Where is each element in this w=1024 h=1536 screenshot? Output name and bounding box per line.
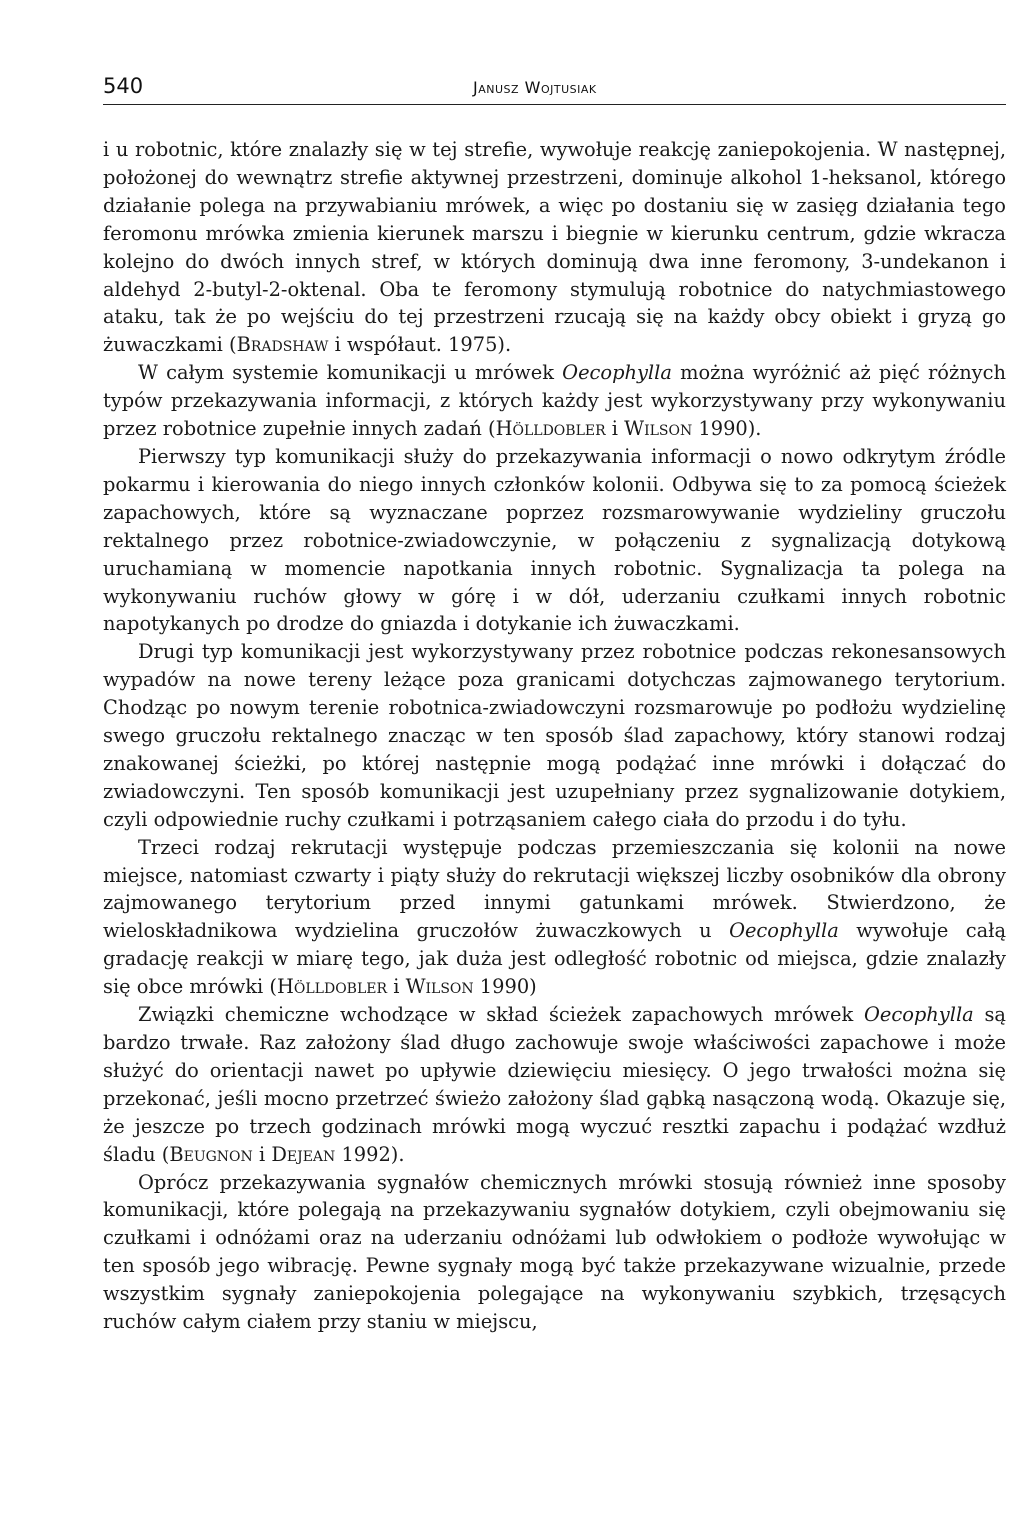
paragraph xyxy=(103,359,1006,443)
text-run: i współaut. 1975). xyxy=(328,333,512,357)
paragraph xyxy=(103,834,1006,1001)
body-text xyxy=(103,136,1006,1336)
text-run: 1990). xyxy=(692,417,762,441)
citation-author: Bradshaw xyxy=(236,333,329,357)
page-number: 540 xyxy=(103,74,144,98)
genus-name: Oecophylla xyxy=(562,361,672,385)
paragraph: Drugi typ komunikacji jest wykorzystywany przez robotnice podczas rekonesansowych wypadów na nowe tereny leżące poza granicami dotychczas zajmowanego terytorium. Chodząc po nowym terenie robotnica-zwiadowczyni rozsmarowuje po podłożu wydzielinę swego gruczołu rektalnego znacząc w ten sposób ślad zapachowy, który stanowi rodzaj znakowanej ścieżki, po której następnie mogą podążać inne mrówki i dołączać do zwiadowczyni. Ten sposób komunikacji jest uzupełniany przez sygnalizowanie dotykiem, czyli odpowiednie ruchy czułkami i potrząsaniem całego ciała do przodu i do tyłu. xyxy=(103,640,1006,831)
text-run: wywołuje całą gradację reakcji w miarę tego, jak duża jest odległość robotnic od miejsca, gdzie znalazły się obce mrówki ( xyxy=(103,919,1007,999)
text-run: i u robotnic, które znalazły się w tej strefie, wywołuje reakcję zaniepokojenia. W następnej, położonej do wewnątrz strefie aktywnej przestrzeni, dominuje alkohol 1-heksanol, którego działanie polega na przywabianiu mrówek, a więc po dostaniu się w zasięg działania tego feromonu mrówka zmienia kierunek marszu i biegnie w kierunku centrum, gdzie wkracza kolejno do dwóch innych stref, w których dominują dwa inne feromony, 3-undekanon i aldehyd 2-butyl-2-oktenal. Oba te feromony stymulują robotnice do natychmiastowego ataku, tak że po wejściu do tej przestrzeni rzucają się na każdy obcy obiekt i gryzą go żuwaczkami ( xyxy=(103,138,1006,357)
text-run: są bardzo trwałe. Raz założony ślad długo zachowuje swoje właściwości zapachowe i może służyć do orientacji nawet po upływie dziewięciu miesięcy. O jego trwałości można się przekonać, jeśli mocno przetrzeć świeżo założony ślad gąbką nasączoną wodą. Okazuje się, że jeszcze po trzech godzinach mrówki mogą wyczuć resztki zapachu i podążać wzdłuż śladu ( xyxy=(103,1003,1006,1166)
citation-author: Wilson xyxy=(405,975,474,999)
citation-author: Hölldobler xyxy=(495,417,606,441)
text-run: 1990) xyxy=(473,975,537,999)
text-run: i xyxy=(605,417,625,441)
text-run: można wyróżnić aż pięć różnych typów przekazywania informacji, z których każdy jest wykorzystywany przy wykonywaniu przez robotnice zupełnie innych zadań ( xyxy=(103,361,1006,441)
genus-name: Oecophylla xyxy=(863,1003,974,1027)
text-run: 1992). xyxy=(335,1142,405,1166)
citation-author: Hölldobler xyxy=(277,975,388,999)
paragraph-continued xyxy=(103,136,1006,359)
text-run: i xyxy=(252,1142,272,1166)
citation-author: Wilson xyxy=(624,417,693,441)
citation-author: Dejean xyxy=(271,1142,336,1166)
text-run: W całym systemie komunikacji u mrówek xyxy=(138,361,563,385)
genus-name: Oecophylla xyxy=(729,919,839,943)
running-head-author: Janusz Wojtusiak xyxy=(473,78,597,97)
paragraph xyxy=(103,1001,1006,1168)
text-run: Związki chemiczne wchodzące w skład ścieżek zapachowych mrówek xyxy=(138,1003,864,1027)
text-run: i xyxy=(387,975,406,999)
paragraph: Oprócz przekazywania sygnałów chemicznych mrówki stosują również inne sposoby komunikacji, które polegają na przekazywaniu sygnałów dotykiem, czyli obejmowaniu się czułkami i odnóżami oraz na uderzaniu odnóżami lub odwłokiem o podłoże wywołując w ten sposób jego wibrację. Pewne sygnały mogą być także przekazywane wizualnie, przede wszystkim sygnały zaniepokojenia polegające na wykonywaniu szybkich, trzęsących ruchów całym ciałem przy staniu w miejscu, xyxy=(103,1170,1006,1334)
citation-author: Beugnon xyxy=(169,1142,253,1166)
paragraph: Pierwszy typ komunikacji służy do przekazywania informacji o nowo odkrytym źródle pokarmu i kierowania do niego innych członków kolonii. Odbywa się to za pomocą ścieżek zapachowych, które są wyznaczane poprzez rozsmarowywanie wydzieliny gruczołu rektalnego przez robotnice-zwiadowczynie, w połączeniu z sygnalizacją dotykową uruchamianą w momencie napotkania innych robotnic. Sygnalizacja ta polega na wykonywaniu ruchów głowy w górę i w dół, uderzaniu czułkami innych robotnic napotykanych po drodze do gniazda i dotykanie ich żuwaczkami. xyxy=(103,444,1006,636)
text-run: Trzeci rodzaj rekrutacji występuje podczas przemieszczania się kolonii na nowe miejsce, natomiast czwarty i piąty służy do rekrutacji większej liczby osobników dla obrony zajmowanego terytorium przed innymi gatunkami mrówek. Stwierdzono, że wieloskładnikowa wydzielina gruczołów żuwaczkowych u xyxy=(103,835,1006,943)
page-header xyxy=(103,74,1006,105)
